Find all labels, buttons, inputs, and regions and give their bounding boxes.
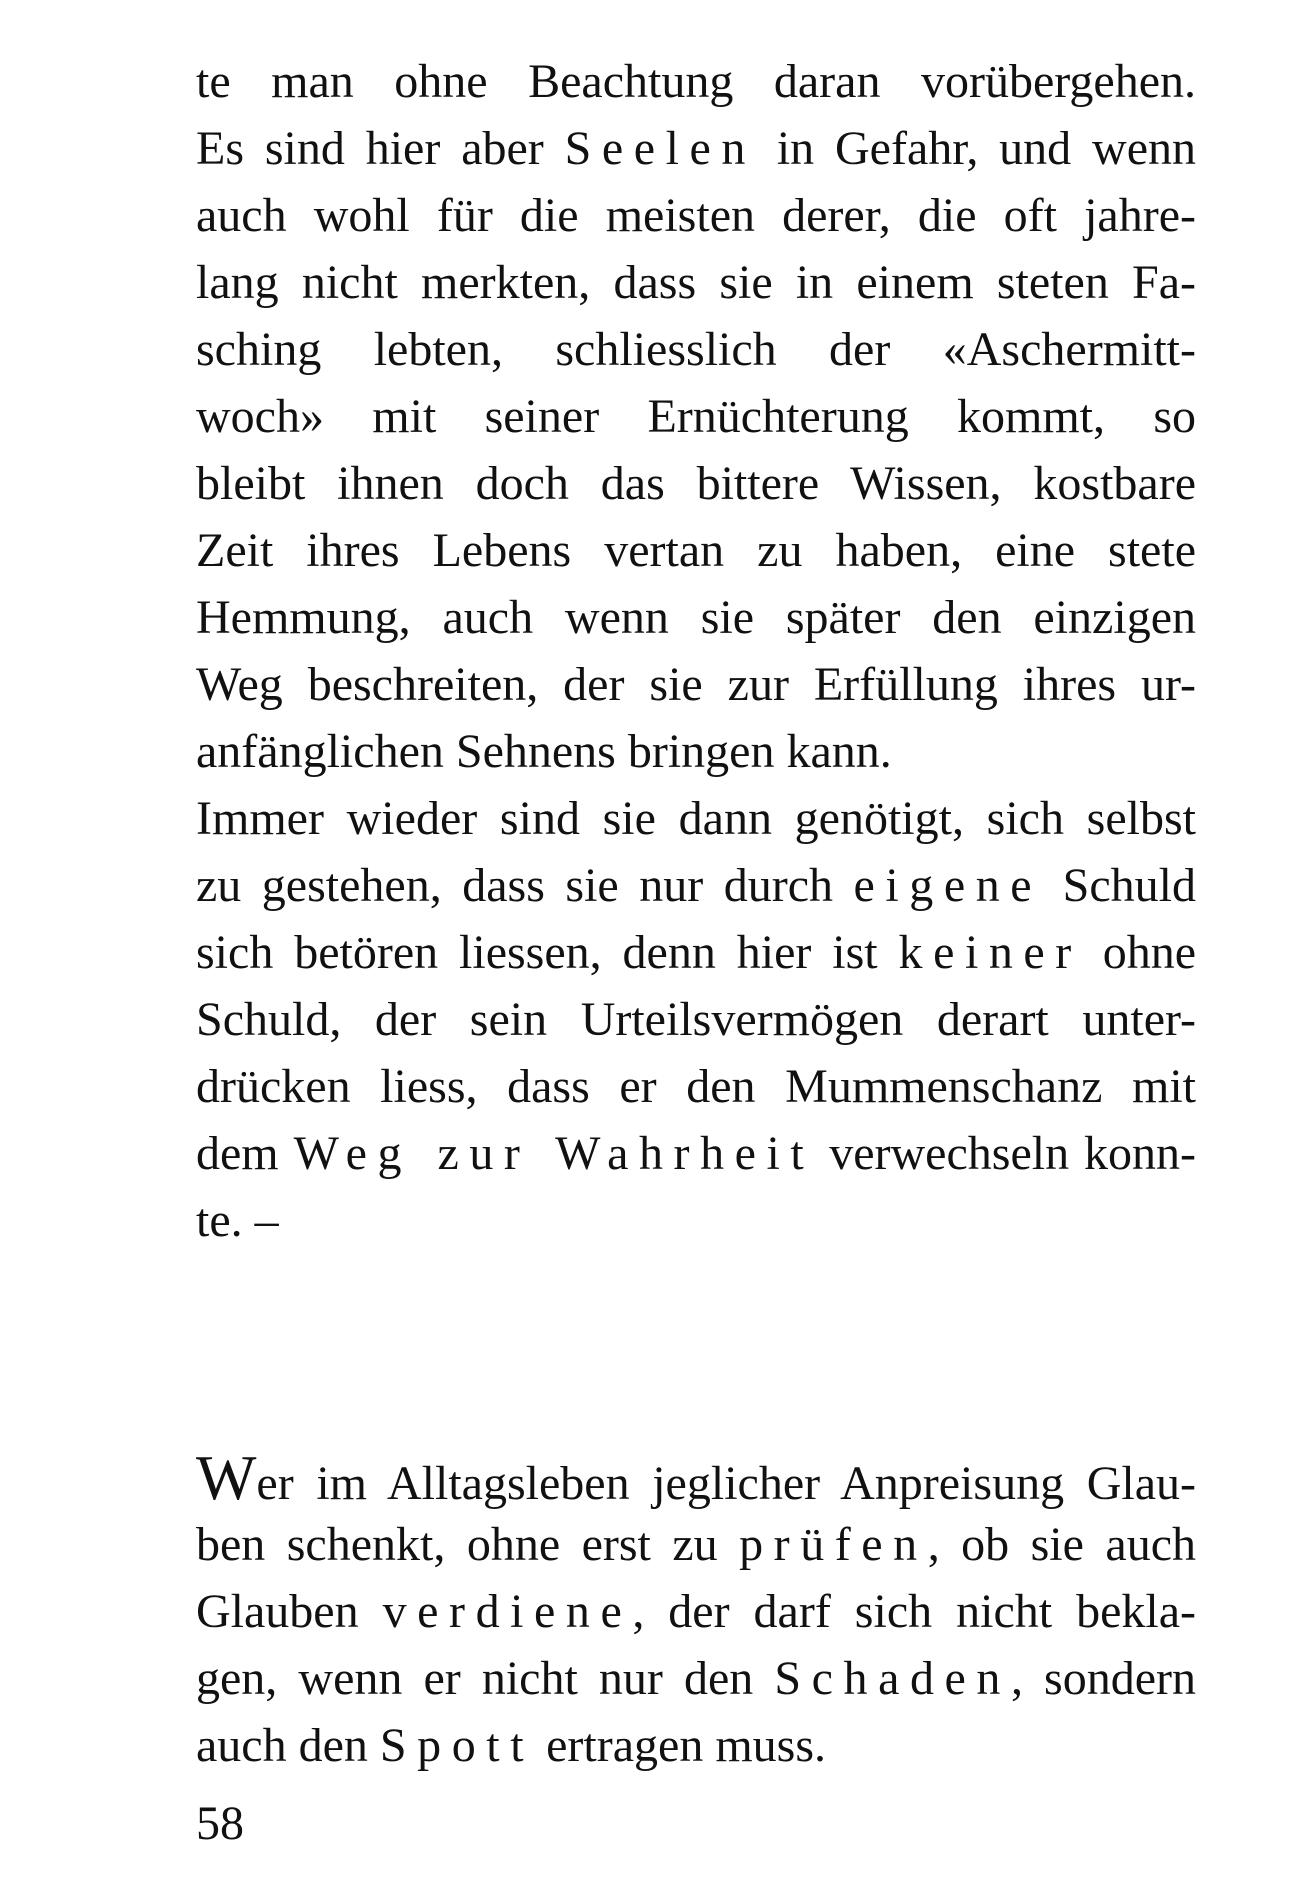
spaced-emphasis: Weg zur Wahrheit [293,1127,815,1180]
paragraph-1 [196,48,1196,785]
text-run: er im Alltagsleben jeglicher Anpreisung Glau- [256,1457,1196,1510]
text-run: Es sind hier aber [196,122,565,175]
text-line: Immer wieder sind sie dann genötigt, sich selbst [196,792,1196,845]
text-run: , der darf sich nicht bekla- [632,1585,1196,1638]
text-run: auch den [196,1719,380,1772]
spaced-emphasis: Schaden [774,1652,1011,1705]
text-line: anfänglichen Sehnens bringen kann. [196,725,892,778]
spaced-emphasis: Seelen [564,122,756,175]
text-run: Schuld [1042,859,1196,912]
page-body [196,48,1196,1779]
text-line: te. – [196,1194,279,1247]
text-run: in Gefahr, und wenn [755,122,1197,175]
spaced-emphasis: verdiene [382,1585,633,1638]
text-line: drücken liess, dass er den Mummenschanz mit [196,1060,1196,1113]
text-line: lang nicht merkten, dass sie in einem steten Fa- [196,256,1196,309]
spaced-emphasis: Spott [379,1719,535,1772]
text-line: Hemmung, auch wenn sie später den einzigen [196,591,1196,644]
text-run: , sondern [1010,1652,1197,1705]
text-line: sching lebten, schliesslich der «Aschermitt- [196,323,1196,376]
text-line [196,1120,1196,1187]
paragraph-2 [196,785,1196,1254]
text-line: Zeit ihres Lebens vertan zu haben, eine stete [196,524,1196,577]
text-run: Glauben [196,1585,383,1638]
text-line: te man ohne Beachtung daran vorübergehen. [196,55,1196,108]
initial-letter: W [196,1442,257,1513]
text-line [196,1578,1196,1645]
text-line: auch wohl für die meisten derer, die oft jahre- [196,189,1196,242]
text-run: , ob sie auch [927,1518,1197,1571]
text-line [196,115,1196,182]
text-line [196,1511,1196,1578]
text-run: ben schenkt, ohne erst zu [196,1518,740,1571]
text-line: woch» mit seiner Ernüchterung kommt, so [196,390,1196,443]
text-run: verwechseln konn- [814,1127,1196,1180]
spaced-emphasis: prüfen [739,1518,928,1571]
text-run: zu gestehen, dass sie nur durch [196,859,854,912]
text-line [196,919,1196,986]
text-run: ohne [1081,926,1197,979]
text-run: dem [196,1127,294,1180]
text-line [196,852,1196,919]
text-line: bleibt ihnen doch das bittere Wissen, kostbare [196,457,1196,510]
text-line [196,1645,1196,1712]
paragraph-3 [196,1444,1196,1779]
text-run: gen, wenn er nicht nur den [196,1652,775,1705]
section-gap [196,1254,1196,1444]
text-run: ertragen muss. [534,1719,827,1772]
text-line: Schuld, der sein Urteilsvermögen derart unter- [196,993,1196,1046]
text-run: sich betören liessen, denn hier ist [196,926,899,979]
spaced-emphasis: keiner [898,926,1082,979]
text-line [196,1444,1196,1511]
text-line: Weg beschreiten, der sie zur Erfüllung ihres ur- [196,658,1196,711]
page-number: 58 [196,1797,244,1850]
spaced-emphasis: eigene [853,859,1043,912]
text-line [196,1712,1196,1779]
